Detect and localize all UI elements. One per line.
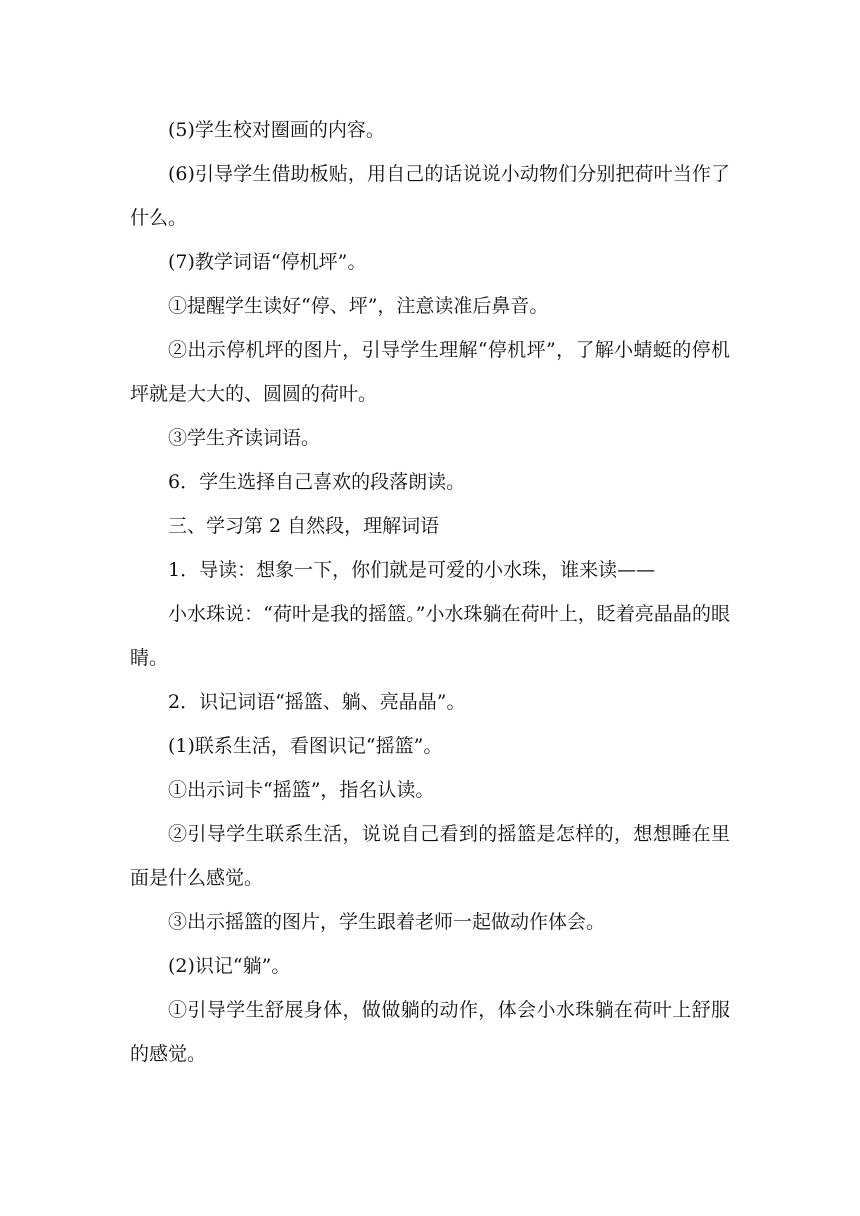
paragraph: 1．导读：想象一下，你们就是可爱的小水珠，谁来读—— [168, 559, 656, 581]
paragraph: 小水珠说：“荷叶是我的摇篮。”小水珠躺在荷叶上，眨着亮晶晶的眼睛。 [130, 603, 730, 669]
paragraph: (6)引导学生借助板贴，用自己的话说说小动物们分别把荷叶当作了什么。 [130, 163, 730, 229]
paragraph: (1)联系生活，看图识记“摇篮”。 [168, 735, 443, 757]
paragraph: 6．学生选择自己喜欢的段落朗读。 [168, 471, 466, 493]
paragraph: ①引导学生舒展身体，做做躺的动作，体会小水珠躺在荷叶上舒服的感觉。 [130, 999, 730, 1065]
paragraph: (2)识记“躺”。 [168, 955, 291, 977]
paragraph: ②出示停机坪的图片，引导学生理解“停机坪”，了解小蜻蜓的停机坪就是大大的、圆圆的荷叶。 [130, 339, 730, 405]
paragraph: ②引导学生联系生活，说说自己看到的摇篮是怎样的，想想睡在里面是什么感觉。 [130, 823, 730, 889]
paragraph: ①提醒学生读好“停、坪”，注意读准后鼻音。 [168, 295, 549, 317]
paragraph: ①出示词卡“摇篮”，指名认读。 [168, 779, 435, 801]
paragraph: ③学生齐读词语。 [168, 427, 321, 449]
paragraph: 2．识记词语“摇篮、躺、亮晶晶”。 [168, 691, 466, 713]
paragraph: ③出示摇篮的图片，学生跟着老师一起做动作体会。 [168, 911, 606, 933]
paragraph: (7)教学词语“停机坪”。 [168, 251, 367, 273]
paragraph: (5)学生校对圈画的内容。 [168, 119, 385, 141]
section-heading: 三、学习第 2 自然段，理解词语 [168, 515, 440, 537]
document-body [130, 108, 730, 1076]
